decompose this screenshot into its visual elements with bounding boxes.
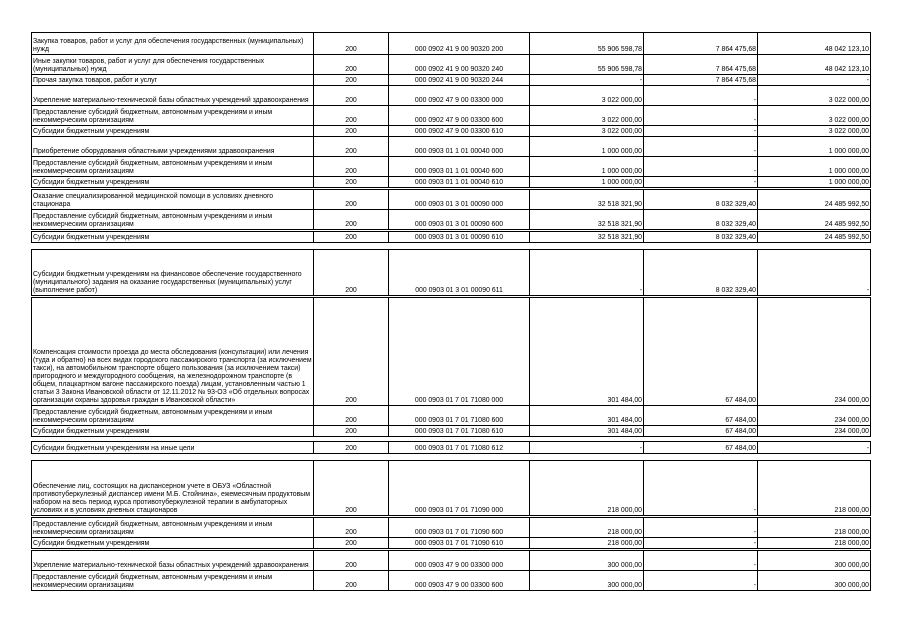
cell-exec: 7 864 475,68 <box>644 55 758 75</box>
cell-rest: 234 000,00 <box>758 426 871 437</box>
cell-kbk: 000 0902 41 9 00 90320 244 <box>389 75 530 86</box>
cell-plan: 218 000,00 <box>530 538 644 549</box>
cell-rest: - <box>758 75 871 86</box>
cell-code: 200 <box>314 551 389 571</box>
cell-rest: 3 022 000,00 <box>758 86 871 106</box>
cell-name: Субсидии бюджетным учреждениям <box>32 232 314 243</box>
cell-code: 200 <box>314 137 389 157</box>
cell-plan: - <box>530 250 644 296</box>
cell-plan: 3 022 000,00 <box>530 106 644 126</box>
cell-exec: - <box>644 137 758 157</box>
cell-plan: 218 000,00 <box>530 461 644 516</box>
cell-plan: 1 000 000,00 <box>530 177 644 188</box>
cell-rest: 218 000,00 <box>758 461 871 516</box>
table-row <box>32 442 871 454</box>
budget-execution-table <box>31 32 871 591</box>
table-row <box>32 232 871 243</box>
cell-kbk: 000 0903 01 7 01 71080 610 <box>389 426 530 437</box>
cell-rest: 24 485 992,50 <box>758 190 871 210</box>
table-row <box>32 55 871 75</box>
cell-name: Предоставление субсидий бюджетным, автономным учреждениям и иным некоммерческим организациям <box>32 571 314 591</box>
row-separator-cell <box>32 243 871 250</box>
table-row <box>32 177 871 188</box>
cell-name: Предоставление субсидий бюджетным, автономным учреждениям и иным некоммерческим организациям <box>32 406 314 426</box>
cell-code: 200 <box>314 86 389 106</box>
cell-rest: 1 000 000,00 <box>758 137 871 157</box>
cell-code: 200 <box>314 406 389 426</box>
cell-name: Предоставление субсидий бюджетным, автономным учреждениям и иным некоммерческим организациям <box>32 106 314 126</box>
cell-exec: - <box>644 538 758 549</box>
cell-exec: - <box>644 461 758 516</box>
cell-kbk: 000 0902 41 9 00 90320 200 <box>389 33 530 55</box>
cell-name: Компенсация стоимости проезда до места обследования (консультации) или лечения (туда и обратно) на всех видах городского пассажирского транспорта (за исключением такси), на автомобильном транспорте общего пользования (за исключением такси) пригородного и междугородного сообщения, на железнодорожном транспорте (в общем, плацкартном вагоне пассажирского поезда) лицам, установленным частью 1 статьи 3 Закона Ивановской области от 12.11.2012 № 93-ОЗ «Об отдельных вопросах организации охраны здоровья граждан в Ивановской области» <box>32 298 314 406</box>
cell-code: 200 <box>314 442 389 454</box>
cell-code: 200 <box>314 461 389 516</box>
cell-code: 200 <box>314 106 389 126</box>
cell-name: Субсидии бюджетным учреждениям <box>32 126 314 137</box>
cell-kbk: 000 0902 47 9 00 03300 600 <box>389 106 530 126</box>
cell-kbk: 000 0903 01 3 01 00090 000 <box>389 190 530 210</box>
cell-exec: 8 032 329,40 <box>644 210 758 230</box>
cell-kbk: 000 0903 01 7 01 71090 600 <box>389 518 530 538</box>
cell-name: Укрепление материально-технической базы областных учреждений здравоохранения <box>32 551 314 571</box>
table-row <box>32 33 871 55</box>
cell-exec: 7 864 475,68 <box>644 33 758 55</box>
cell-rest: 234 000,00 <box>758 406 871 426</box>
cell-exec: - <box>644 571 758 591</box>
table-row <box>32 86 871 106</box>
cell-name: Предоставление субсидий бюджетным, автономным учреждениям и иным некоммерческим организациям <box>32 518 314 538</box>
cell-plan: 1 000 000,00 <box>530 157 644 177</box>
table-row <box>32 298 871 406</box>
table-row <box>32 75 871 86</box>
table-row <box>32 106 871 126</box>
cell-name: Укрепление материально-технической базы областных учреждений здравоохранения <box>32 86 314 106</box>
cell-rest: 24 485 992,50 <box>758 210 871 230</box>
cell-kbk: 000 0903 01 7 01 71090 000 <box>389 461 530 516</box>
cell-plan: 301 484,00 <box>530 406 644 426</box>
cell-name: Предоставление субсидий бюджетным, автономным учреждениям и иным некоммерческим организациям <box>32 210 314 230</box>
cell-exec: - <box>644 126 758 137</box>
cell-exec: - <box>644 157 758 177</box>
cell-plan: 32 518 321,90 <box>530 210 644 230</box>
cell-kbk: 000 0903 01 3 01 00090 611 <box>389 250 530 296</box>
cell-exec: 67 484,00 <box>644 442 758 454</box>
table-row <box>32 461 871 516</box>
table-row <box>32 210 871 230</box>
table-row <box>32 157 871 177</box>
cell-name: Приобретение оборудования областными учреждениями здравоохранения <box>32 137 314 157</box>
table-row <box>32 518 871 538</box>
cell-name: Обеспечение лиц, состоящих на диспансерном учете в ОБУЗ «Областной противотуберкулезный диспансер имени М.Б. Стойнина», ежемесячным продуктовым набором на весь период курса противотуберкулезной терапии в амбулаторных условиях и в условиях дневных стационаров <box>32 461 314 516</box>
cell-name: Закупка товаров, работ и услуг для обеспечения государственных (муниципальных) нужд <box>32 33 314 55</box>
cell-code: 200 <box>314 177 389 188</box>
cell-kbk: 000 0903 47 9 00 03300 000 <box>389 551 530 571</box>
table-row <box>32 126 871 137</box>
cell-rest: 48 042 123,10 <box>758 55 871 75</box>
cell-kbk: 000 0902 41 9 00 90320 240 <box>389 55 530 75</box>
cell-kbk: 000 0903 01 7 01 71080 612 <box>389 442 530 454</box>
row-separator <box>32 454 871 461</box>
cell-exec: 8 032 329,40 <box>644 250 758 296</box>
table-row <box>32 551 871 571</box>
cell-exec: 8 032 329,40 <box>644 190 758 210</box>
cell-plan: 301 484,00 <box>530 298 644 406</box>
cell-code: 200 <box>314 126 389 137</box>
cell-code: 200 <box>314 426 389 437</box>
cell-name: Предоставление субсидий бюджетным, автономным учреждениям и иным некоммерческим организациям <box>32 157 314 177</box>
cell-code: 200 <box>314 210 389 230</box>
cell-code: 200 <box>314 518 389 538</box>
cell-rest: 300 000,00 <box>758 551 871 571</box>
table-row <box>32 250 871 296</box>
cell-exec: 67 484,00 <box>644 298 758 406</box>
cell-exec: 67 484,00 <box>644 426 758 437</box>
cell-plan: 218 000,00 <box>530 518 644 538</box>
cell-code: 200 <box>314 571 389 591</box>
cell-kbk: 000 0903 01 3 01 00090 610 <box>389 232 530 243</box>
cell-kbk: 000 0903 01 3 01 00090 600 <box>389 210 530 230</box>
cell-code: 200 <box>314 232 389 243</box>
cell-rest: 3 022 000,00 <box>758 126 871 137</box>
cell-rest: 1 000 000,00 <box>758 177 871 188</box>
cell-exec: - <box>644 86 758 106</box>
table-body <box>32 33 871 591</box>
cell-kbk: 000 0903 01 7 01 71080 000 <box>389 298 530 406</box>
table-row <box>32 137 871 157</box>
cell-kbk: 000 0903 01 1 01 00040 610 <box>389 177 530 188</box>
cell-name: Оказание специализированной медицинской помощи в условиях дневного стационара <box>32 190 314 210</box>
cell-plan: 55 906 598,78 <box>530 55 644 75</box>
cell-rest: 218 000,00 <box>758 538 871 549</box>
cell-name: Субсидии бюджетным учреждениям <box>32 177 314 188</box>
cell-rest: 1 000 000,00 <box>758 157 871 177</box>
cell-rest: 234 000,00 <box>758 298 871 406</box>
cell-kbk: 000 0903 01 7 01 71090 610 <box>389 538 530 549</box>
cell-code: 200 <box>314 157 389 177</box>
row-separator <box>32 243 871 250</box>
cell-kbk: 000 0903 01 7 01 71080 600 <box>389 406 530 426</box>
table-row <box>32 406 871 426</box>
cell-name: Субсидии бюджетным учреждениям <box>32 538 314 549</box>
cell-code: 200 <box>314 190 389 210</box>
cell-plan: 301 484,00 <box>530 426 644 437</box>
cell-kbk: 000 0902 47 9 00 03300 610 <box>389 126 530 137</box>
cell-code: 200 <box>314 55 389 75</box>
cell-name: Субсидии бюджетным учреждениям на финансовое обеспечение государственного (муниципального) задания на оказание государственных (муниципальных) услуг (выполнение работ) <box>32 250 314 296</box>
cell-exec: - <box>644 106 758 126</box>
cell-plan: 55 906 598,78 <box>530 33 644 55</box>
cell-name: Прочая закупка товаров, работ и услуг <box>32 75 314 86</box>
table-row <box>32 190 871 210</box>
cell-kbk: 000 0902 47 9 00 03300 000 <box>389 86 530 106</box>
cell-name: Иные закупки товаров, работ и услуг для обеспечения государственных (муниципальных) нужд <box>32 55 314 75</box>
cell-rest: 48 042 123,10 <box>758 33 871 55</box>
cell-plan: 300 000,00 <box>530 571 644 591</box>
cell-code: 200 <box>314 538 389 549</box>
cell-code: 200 <box>314 75 389 86</box>
cell-rest: 24 485 992,50 <box>758 232 871 243</box>
cell-name: Субсидии бюджетным учреждениям на иные цели <box>32 442 314 454</box>
cell-plan: 300 000,00 <box>530 551 644 571</box>
cell-rest: - <box>758 442 871 454</box>
cell-plan: 3 022 000,00 <box>530 86 644 106</box>
cell-kbk: 000 0903 01 1 01 00040 000 <box>389 137 530 157</box>
cell-rest: 3 022 000,00 <box>758 106 871 126</box>
cell-plan: - <box>530 75 644 86</box>
cell-name: Субсидии бюджетным учреждениям <box>32 426 314 437</box>
cell-plan: 1 000 000,00 <box>530 137 644 157</box>
cell-code: 200 <box>314 33 389 55</box>
table-row <box>32 571 871 591</box>
cell-exec: 7 864 475,68 <box>644 75 758 86</box>
cell-plan: 32 518 321,90 <box>530 232 644 243</box>
cell-exec: - <box>644 177 758 188</box>
cell-kbk: 000 0903 01 1 01 00040 600 <box>389 157 530 177</box>
table-row <box>32 426 871 437</box>
cell-code: 200 <box>314 298 389 406</box>
cell-exec: 67 484,00 <box>644 406 758 426</box>
cell-exec: - <box>644 551 758 571</box>
cell-rest: 300 000,00 <box>758 571 871 591</box>
row-separator-cell <box>32 454 871 461</box>
cell-exec: 8 032 329,40 <box>644 232 758 243</box>
cell-plan: 3 022 000,00 <box>530 126 644 137</box>
cell-code: 200 <box>314 250 389 296</box>
cell-rest: - <box>758 250 871 296</box>
cell-exec: - <box>644 518 758 538</box>
cell-kbk: 000 0903 47 9 00 03300 600 <box>389 571 530 591</box>
table-row <box>32 538 871 549</box>
cell-rest: 218 000,00 <box>758 518 871 538</box>
cell-plan: 32 518 321,90 <box>530 190 644 210</box>
cell-plan: - <box>530 442 644 454</box>
